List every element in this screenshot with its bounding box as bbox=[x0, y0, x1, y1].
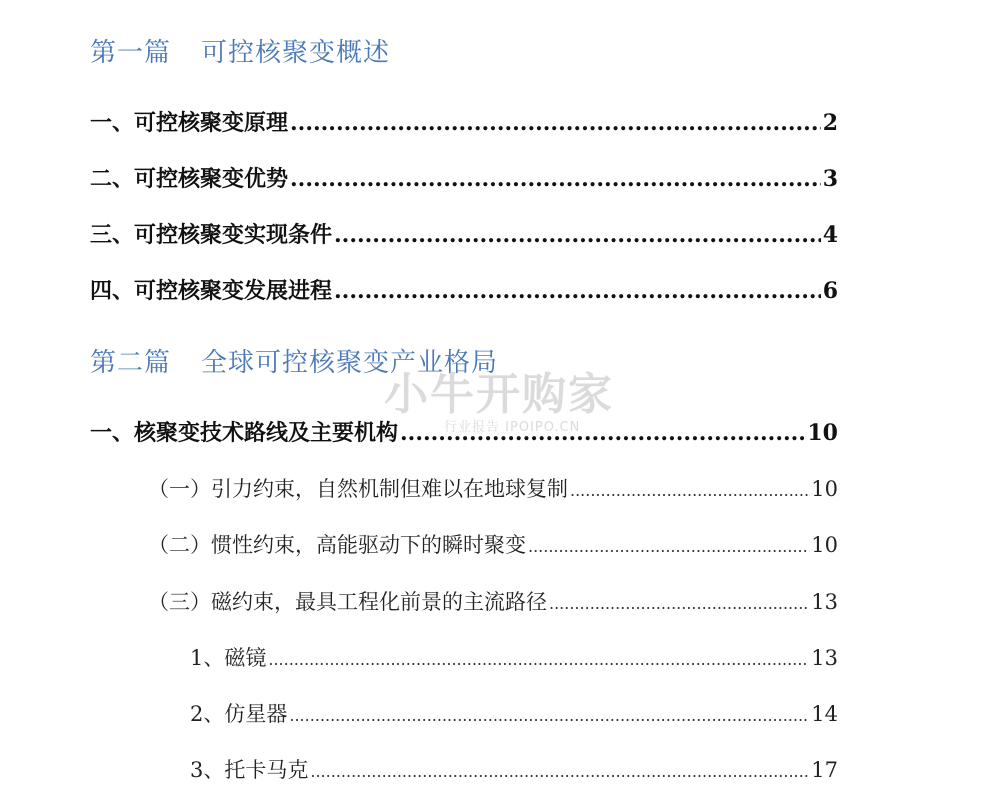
toc-leader-dots bbox=[400, 418, 805, 448]
toc-leader-dots bbox=[289, 701, 809, 731]
toc-page-number: 14 bbox=[811, 702, 838, 726]
toc-entry-label: （二）惯性约束，高能驱动下的瞬时聚变 bbox=[148, 533, 526, 557]
part2-heading bbox=[90, 346, 498, 380]
toc-entry-label: （三）磁约束，最具工程化前景的主流路径 bbox=[148, 590, 547, 614]
toc-entry-label: 四、可控核聚变发展进程 bbox=[90, 278, 333, 304]
toc-page-number: 13 bbox=[811, 646, 838, 670]
toc-leader-dots bbox=[334, 220, 821, 250]
toc-entry-tokamak[interactable] bbox=[190, 755, 838, 787]
toc-entry-label: 2、仿星器 bbox=[190, 702, 288, 726]
toc-leader-dots bbox=[549, 589, 809, 619]
watermark-sub-text: 行业报告 IPOIPO.CN bbox=[444, 420, 581, 435]
toc-entry-progress[interactable] bbox=[90, 276, 838, 306]
part1-number: 第一篇 bbox=[90, 38, 172, 68]
toc-page-number: 10 bbox=[807, 420, 838, 446]
watermark-main-text: 小牛开购家 bbox=[384, 369, 614, 420]
part1-heading bbox=[90, 36, 390, 70]
toc-leader-dots bbox=[310, 757, 809, 787]
toc-entry-magnetic[interactable] bbox=[148, 587, 838, 619]
toc-entry-label: 三、可控核聚变实现条件 bbox=[90, 222, 333, 248]
toc-page-number: 3 bbox=[822, 166, 838, 192]
toc-page-number: 10 bbox=[811, 477, 838, 501]
toc-page-number: 10 bbox=[811, 533, 838, 557]
part2-title: 全球可控核聚变产业格局 bbox=[201, 348, 499, 378]
toc-entry-label: 一、可控核聚变原理 bbox=[90, 110, 289, 136]
part1-title: 可控核聚变概述 bbox=[201, 38, 391, 68]
toc-entry-label: 3、托卡马克 bbox=[190, 758, 309, 782]
toc-entry-gravitational[interactable] bbox=[148, 474, 838, 506]
toc-leader-dots bbox=[528, 532, 809, 562]
part2-number: 第二篇 bbox=[90, 348, 172, 378]
toc-leader-dots bbox=[570, 476, 809, 506]
toc-entry-label: 一、核聚变技术路线及主要机构 bbox=[90, 420, 399, 446]
toc-entry-tech-routes[interactable] bbox=[90, 418, 838, 448]
toc-entry-label: 二、可控核聚变优势 bbox=[90, 166, 289, 192]
toc-entry-principle[interactable] bbox=[90, 108, 838, 138]
toc-page-number: 2 bbox=[822, 110, 838, 136]
toc-entry-inertial[interactable] bbox=[148, 530, 838, 562]
toc-entry-advantages[interactable] bbox=[90, 164, 838, 194]
toc-entry-stellarator[interactable] bbox=[190, 699, 838, 731]
toc-leader-dots bbox=[290, 164, 821, 194]
toc-leader-dots bbox=[290, 108, 821, 138]
toc-entry-magnetic-mirror[interactable] bbox=[190, 643, 838, 675]
toc-entry-label: （一）引力约束，自然机制但难以在地球复制 bbox=[148, 477, 568, 501]
toc-page-number: 4 bbox=[822, 222, 838, 248]
toc-entry-conditions[interactable] bbox=[90, 220, 838, 250]
toc-page-number: 17 bbox=[811, 758, 838, 782]
toc-entry-label: 1、磁镜 bbox=[190, 646, 267, 670]
toc-page-number: 13 bbox=[811, 590, 838, 614]
toc-leader-dots bbox=[268, 645, 809, 675]
toc-leader-dots bbox=[334, 276, 821, 306]
toc-page-number: 6 bbox=[822, 278, 838, 304]
